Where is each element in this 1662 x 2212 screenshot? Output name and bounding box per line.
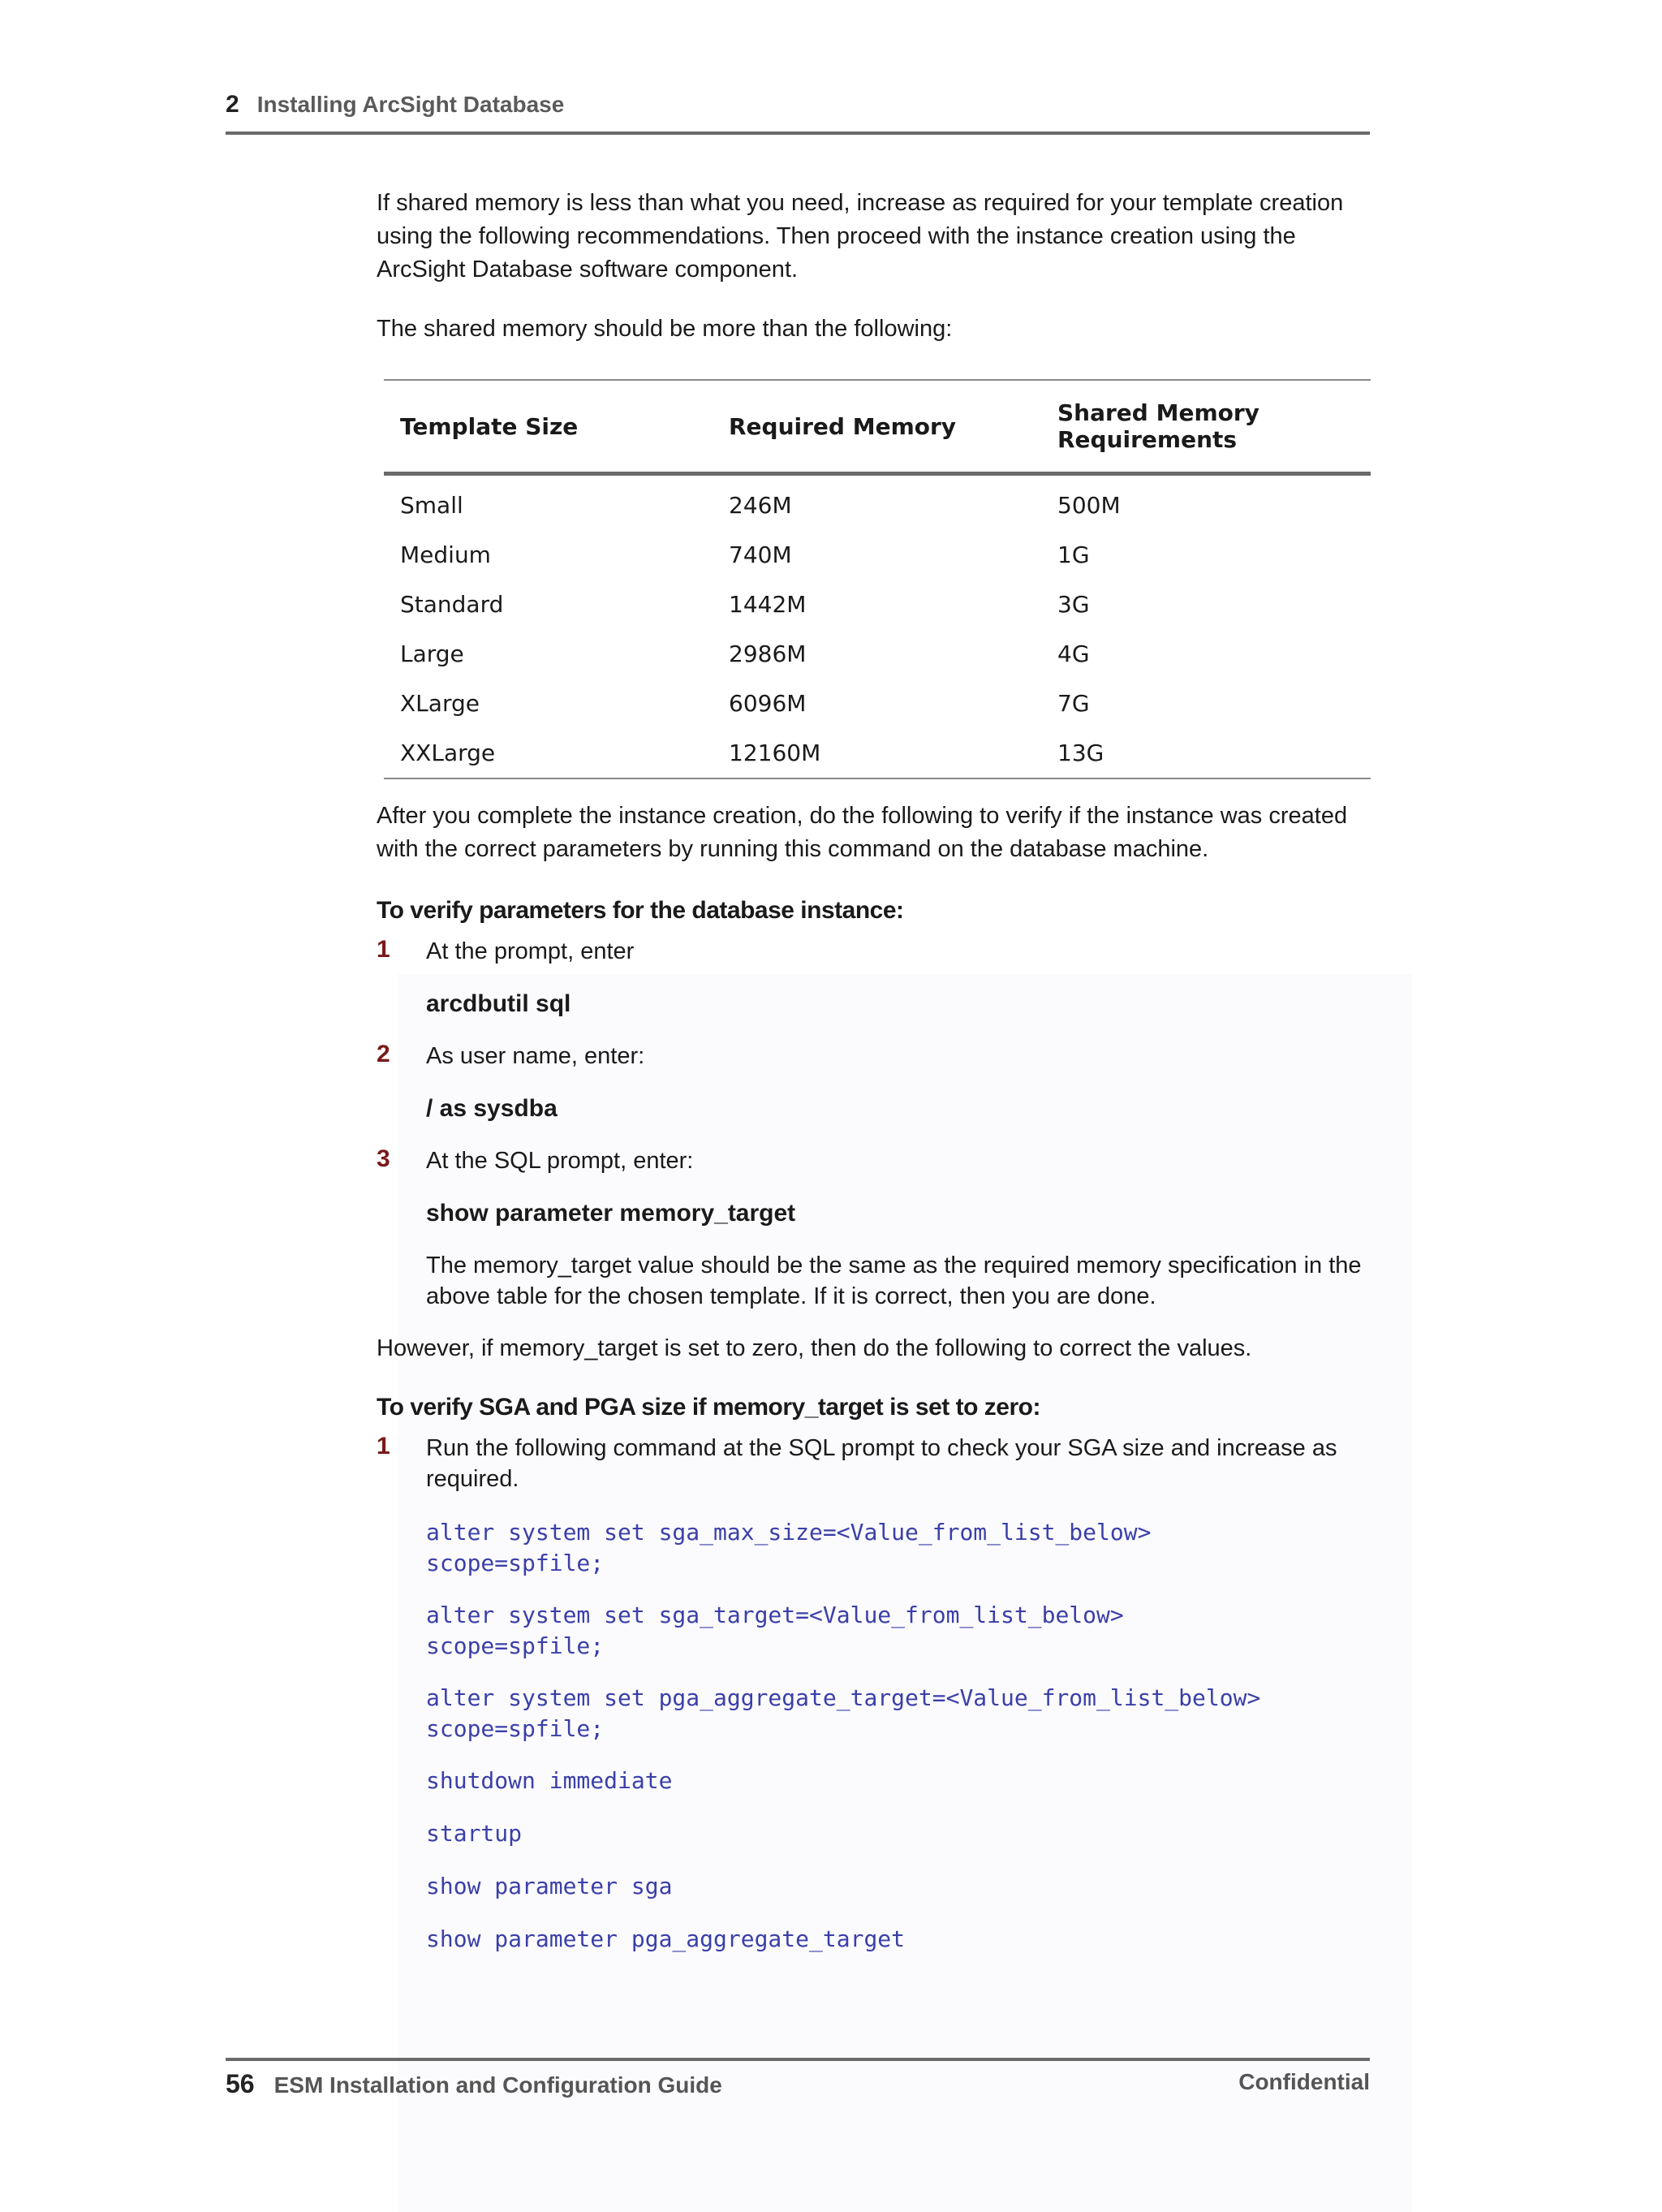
table-row [384,679,1371,728]
however-paragraph: However, if memory_target is set to zero, then do the following to correct the values. [377,1335,1252,1361]
table-cell: 4G [1057,640,1090,667]
page-footer [226,2058,1370,2099]
step-number: 2 [377,1041,390,1067]
intro-section [377,187,1371,372]
table-cell: XLarge [400,690,480,717]
code-line: alter system set sga_max_size=<Value_from_list_below> scope=spfile; [426,1519,1152,1576]
step-text: As user name, enter: [426,1043,645,1069]
step-text: At the prompt, enter [426,938,635,964]
table-cell: 500M [1057,492,1121,519]
table-header-cell: Shared Memory Requirements [1057,399,1259,453]
shared-memory-table [384,379,1371,779]
code-line: shutdown immediate [426,1767,673,1794]
code-line: show parameter sga [426,1873,673,1899]
step-command: / as sysdba [426,1095,558,1122]
step-number: 1 [377,1433,390,1460]
table-cell: Standard [400,591,504,618]
table-row [384,530,1371,580]
code-line: show parameter pga_aggregate_target [426,1925,906,1952]
confidential-label: Confidential [1238,2069,1370,2094]
table-cell: 3G [1057,591,1090,618]
table-cell: 740M [729,541,792,568]
table-row [384,629,1371,679]
step-command: show parameter memory_target [426,1200,796,1227]
table-row [384,474,1371,531]
after-table-paragraph: After you complete the instance creation, do the following to verify if the instance was created with the correct parameters by running this command on the database machine. [377,803,1348,862]
step-number: 1 [377,936,390,963]
table-cell: 13G [1057,739,1104,766]
table-row [384,580,1371,629]
table-header-cell: Template Size [400,412,579,440]
table-cell: 6096M [729,690,807,717]
table-cell: 12160M [729,739,821,766]
intro-paragraph: If shared memory is less than what you need, increase as required for your template creation using the following recommendations. Then proceed with the instance creation using the ArcSight Database software component. [377,190,1344,282]
table-cell: XXLarge [400,739,496,766]
procedure-title: To verify SGA and PGA size if memory_target is set to zero: [377,1394,1040,1421]
code-line: alter system set sga_target=<Value_from_list_below> scope=spfile; [426,1602,1124,1659]
step-command: arcdbutil sql [426,990,571,1017]
intro-paragraph-2: The shared memory should be more than the following: [377,316,953,342]
table-cell: 2986M [729,640,807,667]
step-text: At the SQL prompt, enter: [426,1148,694,1174]
table-cell: Large [400,640,464,667]
code-line: startup [426,1820,523,1847]
guide-title: ESM Installation and Configuration Guide [273,2072,722,2098]
table-cell: Medium [400,541,491,568]
page-header [226,91,1370,135]
procedure-title: To verify parameters for the database instance: [377,897,904,924]
table-cell: 246M [729,492,792,519]
table-cell: 1442M [729,591,807,618]
step-note: The memory_target value should be the same as the required memory specification in the above table for the chosen template. If it is correct, then you are done. [426,1253,1362,1309]
table-cell: Small [400,492,463,519]
table-header-cell: Required Memory [729,412,957,440]
step-number: 3 [377,1145,390,1172]
chapter-title: Installing ArcSight Database [256,92,565,117]
step-text: Run the following command at the SQL prompt to check your SGA size and increase as required. [426,1435,1337,1492]
code-line: alter system set pga_aggregate_target=<Value_from_list_below> scope=spfile; [426,1684,1261,1742]
page-number: 56 [226,2069,255,2098]
table-row [384,728,1371,778]
chapter-number: 2 [226,91,239,118]
table-cell: 1G [1057,541,1090,568]
table-cell: 7G [1057,690,1090,717]
table-header-row [384,380,1371,474]
